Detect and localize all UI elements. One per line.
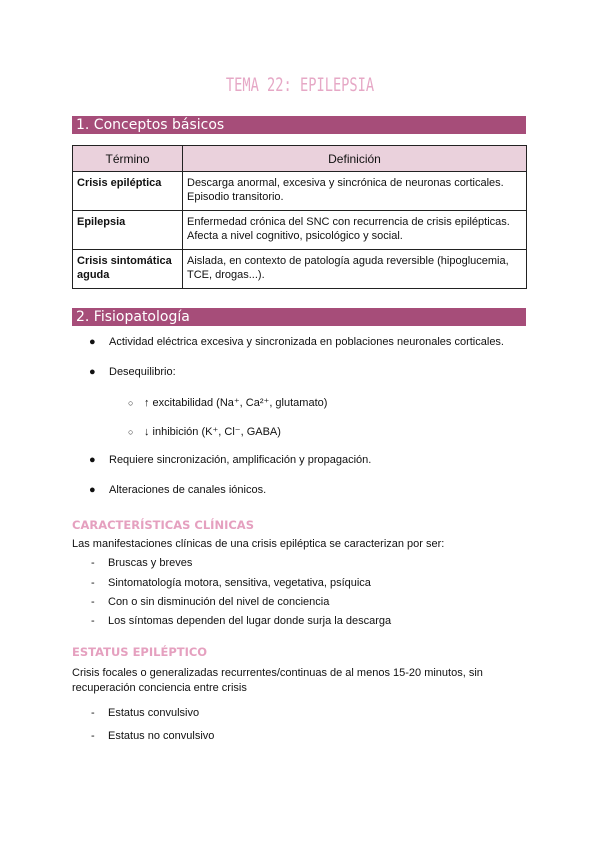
dash-icon: -	[91, 730, 95, 742]
term-cell: Crisis sintomática aguda	[73, 250, 183, 289]
bullet-icon: ●	[89, 366, 96, 378]
list-item: Estatus no convulsivo	[108, 730, 215, 742]
list-item: Requiere sincronización, amplificación y propagación.	[109, 454, 372, 466]
section-heading-fisiopatologia: 2. Fisiopatología	[72, 308, 526, 326]
list-item: Desequilibrio:	[109, 366, 176, 378]
term-cell: Epilepsia	[73, 211, 183, 250]
paragraph: Las manifestaciones clínicas de una crisis epiléptica se caracterizan por ser:	[72, 538, 445, 550]
table-row	[73, 211, 527, 250]
section-heading-conceptos: 1. Conceptos básicos	[72, 116, 526, 134]
definition-line: TCE, drogas...).	[187, 269, 265, 281]
table-row	[73, 250, 527, 289]
definition-line: Afecta a nivel cognitivo, psicológico y social.	[187, 230, 403, 242]
list-item: ↓ inhibición (K⁺, Cl⁻, GABA)	[144, 426, 281, 438]
dash-icon: -	[91, 707, 95, 719]
dash-icon: -	[91, 557, 95, 569]
definition-cell	[183, 211, 527, 250]
list-item: Los síntomas dependen del lugar donde surja la descarga	[108, 615, 392, 627]
subheading-caracteristicas: CARACTERÍSTICAS CLÍNICAS	[72, 518, 254, 532]
paragraph-line: recuperación conciencia entre crisis	[72, 682, 247, 694]
definition-line: Enfermedad crónica del SNC con recurrencia de crisis epilépticas.	[187, 216, 510, 228]
table-row	[73, 172, 527, 211]
definition-line: Episodio transitorio.	[187, 191, 284, 203]
concepts-table	[72, 145, 527, 289]
dash-icon: -	[91, 615, 95, 627]
paragraph-line: Crisis focales o generalizadas recurrentes/continuas de al menos 15-20 minutos, sin	[72, 667, 483, 679]
table-header-row	[73, 146, 527, 172]
bullet-icon: ●	[89, 484, 96, 496]
table-header-definition: Definición	[183, 146, 527, 172]
bullet-icon: ●	[89, 454, 96, 466]
term-cell: Crisis epiléptica	[73, 172, 183, 211]
circle-bullet-icon: ○	[128, 398, 134, 408]
definition-line: Descarga anormal, excesiva y sincrónica de neuronas corticales.	[187, 177, 504, 189]
definition-cell	[183, 250, 527, 289]
document-title: TEMA 22: EPILEPSIA	[225, 74, 375, 96]
bullet-icon: ●	[89, 336, 96, 348]
table-header-term: Término	[73, 146, 183, 172]
dash-icon: -	[91, 596, 95, 608]
dash-icon: -	[91, 577, 95, 589]
list-item: Bruscas y breves	[108, 557, 193, 569]
list-item: Alteraciones de canales iónicos.	[109, 484, 267, 496]
list-item: Actividad eléctrica excesiva y sincronizada en poblaciones neuronales corticales.	[109, 336, 504, 348]
circle-bullet-icon: ○	[128, 427, 134, 437]
list-item: Estatus convulsivo	[108, 707, 200, 719]
subheading-estatus: ESTATUS EPILÉPTICO	[72, 645, 208, 659]
list-item: Sintomatología motora, sensitiva, vegetativa, psíquica	[108, 577, 371, 589]
list-item: ↑ excitabilidad (Na⁺, Ca²⁺, glutamato)	[144, 397, 328, 409]
definition-cell	[183, 172, 527, 211]
list-item: Con o sin disminución del nivel de conciencia	[108, 596, 330, 608]
definition-line: Aislada, en contexto de patología aguda reversible (hipoglucemia,	[187, 255, 509, 267]
